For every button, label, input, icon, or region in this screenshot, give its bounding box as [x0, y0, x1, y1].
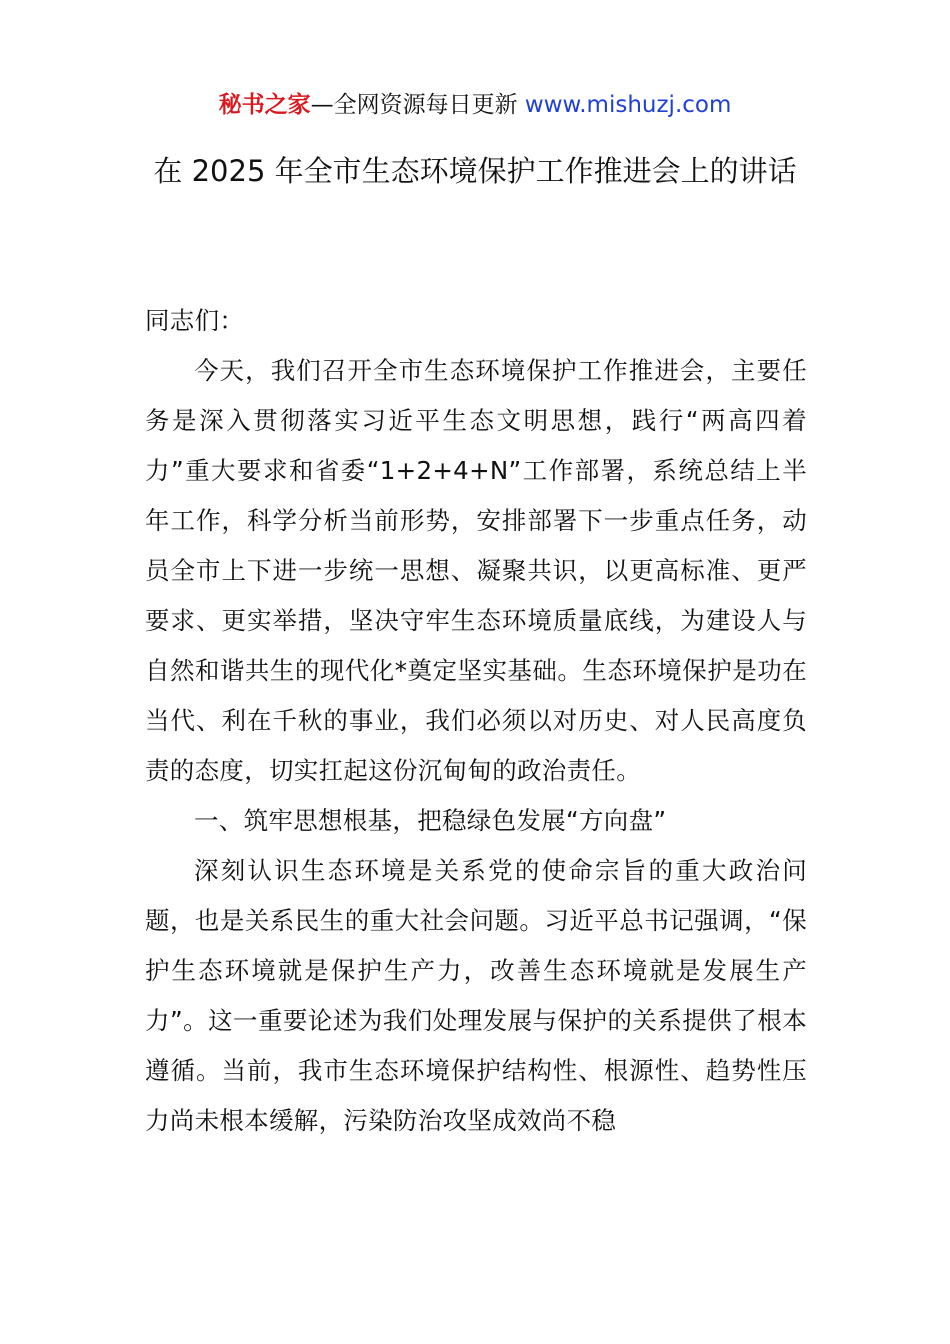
site-url-link[interactable]: www.mishuzj.com	[524, 92, 732, 118]
salutation: 同志们：	[145, 306, 245, 335]
section-heading-1: 一、筑牢思想根基，把稳绿色发展“方向盘”	[194, 806, 667, 835]
site-brand[interactable]: 秘书之家	[218, 92, 311, 118]
paragraph-section-1: 深刻认识生态环境是关系党的使命宗旨的重大政治问题，也是关系民生的重大社会问题。习近平总书记强调，“保护生态环境就是保护生产力，改善生态环境就是发展生产力”。这一重要论述为我们处理发展与保护的关系提供了根本遵循。当前，我市生态环境保护结构性、根源性、趋势性压力尚未根本缓解，污染防治攻坚成效尚不稳	[145, 856, 807, 1135]
document-title: 在 2025 年全市生态环境保护工作推进会上的讲话	[153, 154, 797, 188]
site-slogan: —全网资源每日更新	[310, 92, 525, 118]
paragraph-intro: 今天，我们召开全市生态环境保护工作推进会，主要任务是深入贯彻落实习近平生态文明思想，践行“两高四着力”重大要求和省委“1+2+4+N”工作部署，系统总结上半年工作，科学分析当前形势，安排部署下一步重点任务，动员全市上下进一步统一思想、凝聚共识，以更高标准、更严要求、更实举措，坚决守牢生态环境质量底线，为建设人与自然和谐共生的现代化*奠定坚实基础。生态环境保护是功在当代、利在千秋的事业，我们必须以对历史、对人民高度负责的态度，切实扛起这份沉甸甸的政治责任。	[145, 356, 807, 785]
site-header	[0, 88, 950, 122]
document-body	[145, 296, 807, 1146]
